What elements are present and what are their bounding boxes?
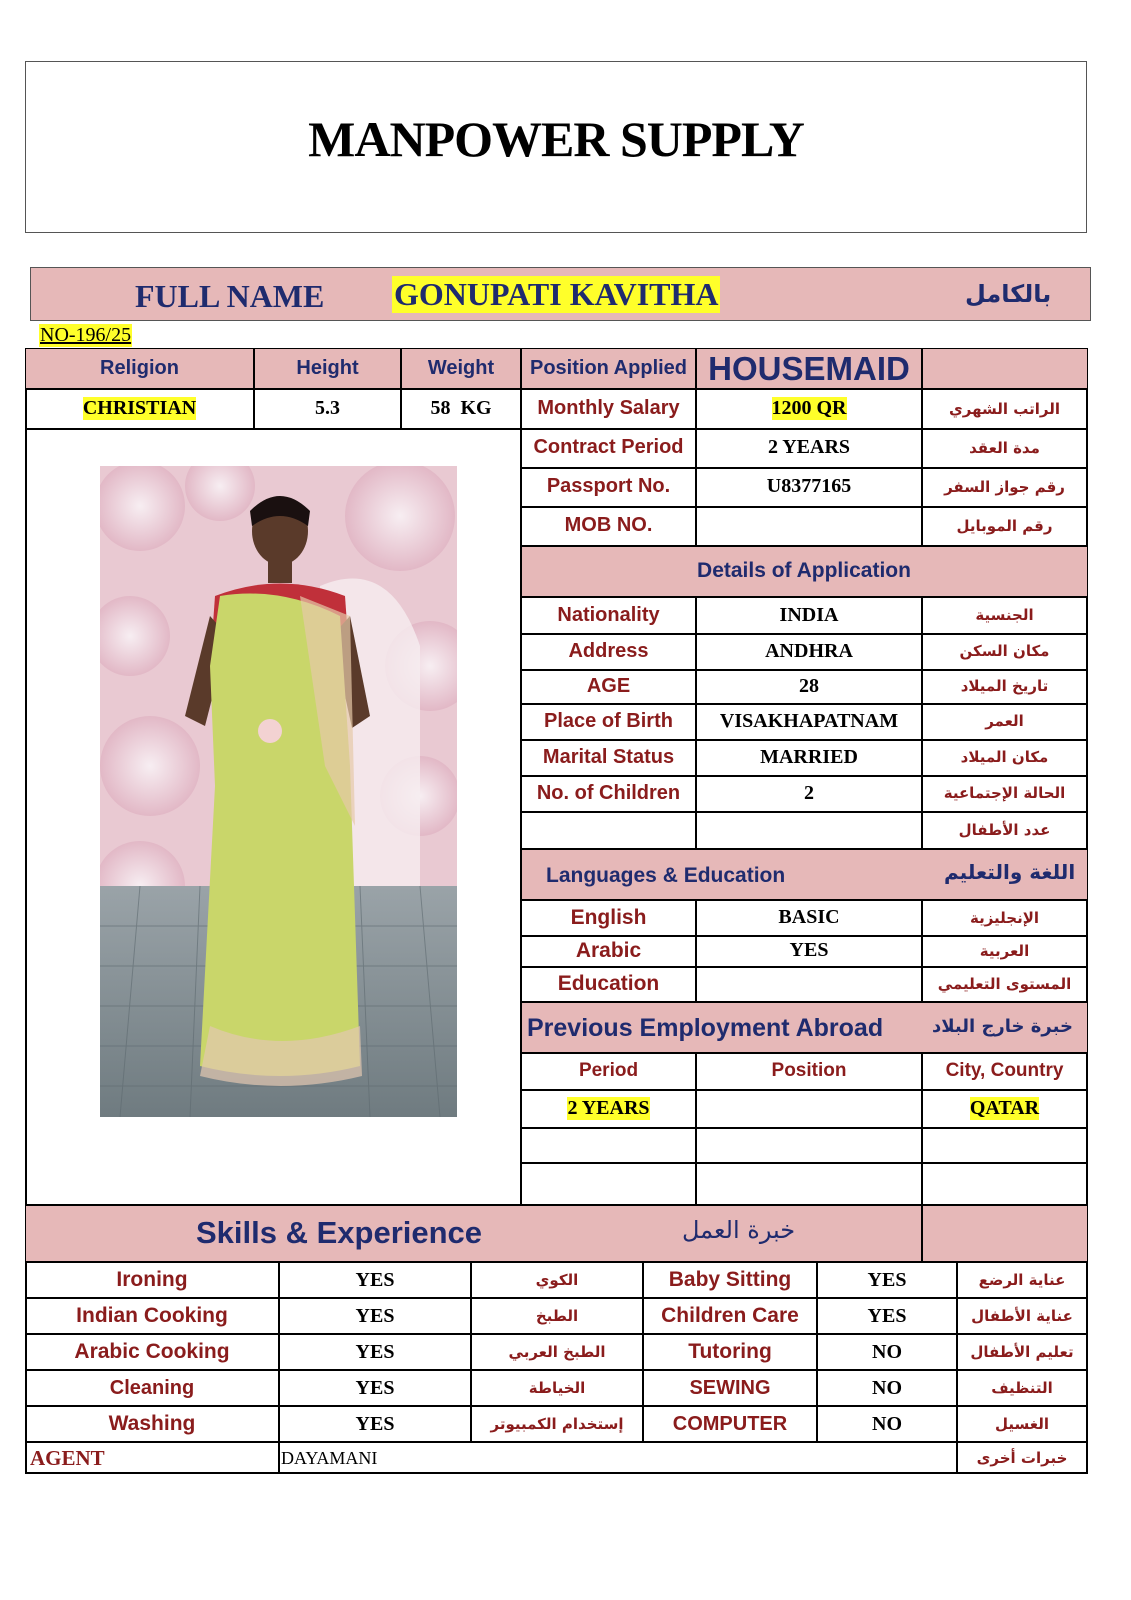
title-box: [25, 61, 1087, 233]
skills-arabic: خبرة العمل: [682, 1216, 796, 1244]
skill-cleaning-label: Cleaning: [109, 1376, 195, 1399]
passport-label: Passport No.: [546, 475, 671, 497]
skill-cleaning-value: YES: [355, 1376, 395, 1399]
skill-children-care-arabic: عناية الأطفال: [971, 1307, 1073, 1325]
children-value: 2: [804, 781, 814, 804]
marital-status-arabic: مكان الميلاد: [960, 748, 1049, 766]
weight-value: 58 KG: [430, 397, 492, 419]
religion-value: CHRISTIAN: [82, 397, 197, 419]
religion-header: Religion: [100, 357, 179, 379]
full-name-arabic: بالكامل: [965, 280, 1052, 308]
skill-washing-value: YES: [355, 1412, 395, 1435]
contract-period-value: 2 YEARS: [767, 436, 851, 458]
skill-indian-cooking-label: Indian Cooking: [76, 1304, 228, 1327]
agent-label: AGENT: [30, 1446, 105, 1470]
skill-tutoring-value: NO: [872, 1340, 902, 1363]
monthly-salary-label: Monthly Salary: [537, 397, 680, 419]
skill-baby-sitting-arabic: عناية الرضع: [978, 1271, 1066, 1289]
applicant-photo: [100, 466, 457, 1117]
monthly-salary-arabic: الراتب الشهري: [949, 399, 1060, 418]
skill-sewing-arabic: التنظيف: [991, 1379, 1053, 1397]
mobile-value: [696, 506, 922, 545]
period-header: Period: [578, 1060, 639, 1081]
skill-arabic-cooking-label: Arabic Cooking: [74, 1340, 230, 1363]
agent-arabic: خبرات أخرى: [976, 1449, 1068, 1467]
skill-baby-sitting-label: Baby Sitting: [668, 1268, 792, 1291]
extra-row-arabic: عدد الأطفال: [958, 820, 1051, 839]
extra-row-value: [696, 811, 922, 848]
nationality-value: INDIA: [779, 603, 839, 626]
children-arabic: الحالة الإجتماعية: [943, 784, 1066, 802]
address-arabic: مكان السكن: [959, 642, 1050, 660]
passport-value: U8377165: [766, 475, 852, 497]
education-label: Education: [557, 971, 660, 995]
height-header: Height: [296, 357, 359, 379]
languages-arabic: اللغة والتعليم: [944, 860, 1076, 884]
skill-sewing-value: NO: [872, 1376, 902, 1399]
skill-indian-cooking-arabic: الطبخ: [535, 1307, 579, 1325]
mobile-label: MOB NO.: [564, 514, 653, 536]
contract-period-arabic: مدة العقد: [969, 438, 1040, 457]
skill-arabic-cooking-value: YES: [355, 1340, 395, 1363]
age-arabic: تاريخ الميلاد: [960, 677, 1049, 695]
height-value: 5.3: [315, 397, 340, 419]
marital-status-value: MARRIED: [760, 745, 858, 768]
arabic-arabic: العربية: [979, 941, 1030, 960]
skill-tutoring-label: Tutoring: [688, 1340, 772, 1363]
skill-arabic-cooking-arabic: الطبخ العربي: [508, 1343, 606, 1361]
english-value: BASIC: [778, 906, 840, 928]
address-value: ANDHRA: [765, 639, 853, 662]
weight-header: Weight: [427, 357, 495, 379]
nationality-arabic: الجنسية: [975, 606, 1034, 624]
skills-header: [26, 1205, 1087, 1261]
children-label: No. of Children: [536, 781, 681, 804]
skills-title: Skills & Experience: [196, 1215, 483, 1250]
skill-children-care-value: YES: [867, 1304, 907, 1327]
skill-baby-sitting-value: YES: [867, 1268, 907, 1291]
full-name-value: GONUPATI KAVITHA: [394, 276, 719, 312]
mobile-arabic: رقم الموبايل: [956, 516, 1053, 535]
agent-value: DAYAMANI: [281, 1448, 378, 1468]
english-label: English: [570, 905, 647, 929]
education-arabic: المستوى التعليمي: [937, 974, 1072, 993]
city-country-header: City, Country: [945, 1060, 1064, 1081]
passport-arabic: رقم جواز السفر: [944, 477, 1065, 496]
languages-title: Languages & Education: [546, 864, 786, 887]
skill-ironing-value: YES: [355, 1268, 395, 1291]
skill-sewing-label: SEWING: [689, 1376, 771, 1399]
page-title: MANPOWER SUPPLY: [308, 111, 804, 167]
skill-computer-value: NO: [872, 1412, 902, 1435]
age-value: 28: [799, 674, 819, 697]
arabic-label: Arabic: [575, 938, 642, 962]
employment-period: 2 YEARS: [567, 1096, 650, 1119]
skill-computer-arabic: الغسيل: [994, 1415, 1050, 1433]
skill-washing-label: Washing: [108, 1412, 196, 1435]
skill-ironing-arabic: الكوي: [535, 1271, 579, 1289]
arabic-value: YES: [789, 939, 829, 961]
employment-position: [696, 1089, 922, 1127]
application-title: Details of Application: [697, 559, 911, 582]
skill-children-care-label: Children Care: [661, 1304, 799, 1327]
employment-title: Previous Employment Abroad: [527, 1014, 884, 1042]
position-applied-value: HOUSEMAID: [708, 349, 910, 387]
marital-status-label: Marital Status: [542, 745, 675, 768]
reference-number: NO-196/25: [40, 324, 132, 346]
age-label: AGE: [586, 674, 631, 697]
person-photo-icon: [100, 466, 457, 1117]
skill-ironing-label: Ironing: [116, 1268, 188, 1291]
skill-washing-arabic: إستخدام الكمبيوتر: [490, 1415, 624, 1433]
monthly-salary-value: 1200 QR: [771, 397, 847, 419]
address-label: Address: [568, 639, 649, 662]
skill-indian-cooking-value: YES: [355, 1304, 395, 1327]
employment-city: QATAR: [969, 1096, 1040, 1119]
employment-arabic: خبرة خارج البلاد: [932, 1016, 1073, 1037]
birthplace-label: Place of Birth: [544, 709, 673, 732]
skill-computer-label: COMPUTER: [672, 1412, 788, 1435]
position-header: Position: [771, 1060, 847, 1081]
birthplace-arabic: العمر: [985, 712, 1024, 730]
education-value: [696, 966, 922, 1001]
skill-tutoring-arabic: تعليم الأطفال: [970, 1343, 1074, 1361]
extra-row-label: [521, 811, 696, 848]
skill-cleaning-arabic: الخياطة: [528, 1379, 586, 1397]
birthplace-value: VISAKHAPATNAM: [719, 709, 899, 732]
full-name-label: FULL NAME: [135, 278, 325, 314]
english-arabic: الإنجليزية: [969, 908, 1040, 927]
full-name-bar: [30, 267, 1091, 321]
nationality-label: Nationality: [557, 603, 660, 626]
position-applied-label: Position Applied: [529, 357, 688, 379]
contract-period-label: Contract Period: [533, 436, 684, 458]
